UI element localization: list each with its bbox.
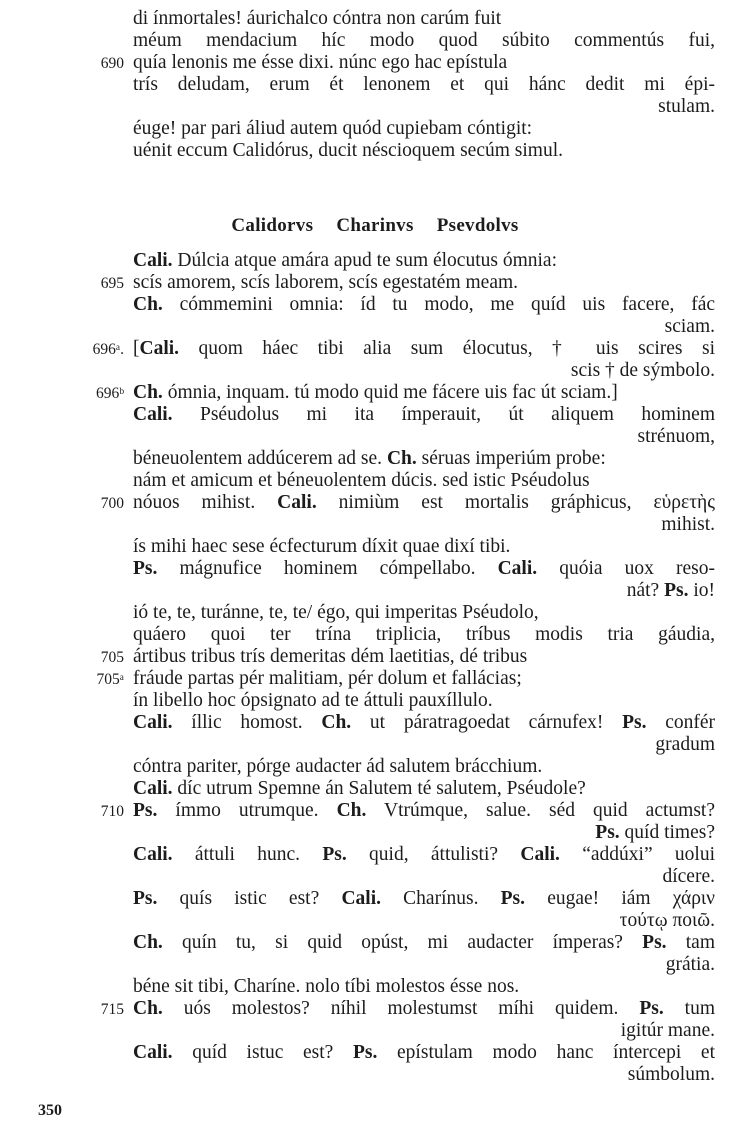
line-number: 715 xyxy=(100,1001,124,1018)
speaker-label: Cali. xyxy=(341,888,381,909)
verse-line: di ínmortales! áurichalco cóntra non carúm fuit xyxy=(133,8,502,29)
speaker-label: Ch. xyxy=(133,294,163,315)
verse-line-continuation: scis † de sýmbolo. xyxy=(570,360,715,381)
verse-line: scís amorem, scís laborem, scís egestatém meam. xyxy=(133,272,519,293)
speaker-label: Ps. xyxy=(622,712,647,733)
line-number: 695 xyxy=(100,275,124,292)
verse-line: ís mihi haec sese écfecturum díxit quae dixí tibi. xyxy=(133,536,511,557)
speaker-label: Ps. xyxy=(500,888,526,909)
line-number: 705ᵃ xyxy=(96,671,124,688)
verse-line: Ps. ímmo utrumque. Ch. Vtrúmque, salue. séd quid actumst? xyxy=(133,800,715,821)
verse-line: Ch. cómmemini omnia: íd tu modo, me quíd uis facere, fác xyxy=(133,294,715,315)
verse-line: uénit eccum Calidórus, ducit néscioquem secúm simul. xyxy=(133,140,563,161)
speaker-label: Cali. xyxy=(497,558,538,579)
verse-line: Cali. íllic homost. Ch. ut páratragoedat cárnufex! Ps. confér xyxy=(133,712,715,733)
verse-line: Ch. quín tu, si quid opúst, mi audacter ímperas? Ps. tam xyxy=(133,932,715,953)
verse-line-continuation: nát? Ps. io! xyxy=(626,580,715,601)
verse-line: fráude partas pér malitiam, pér dolum et fallácias; xyxy=(133,668,522,689)
speaker-label: Ps. xyxy=(133,800,158,821)
speaker-label: Ps. xyxy=(133,558,158,579)
verse-line-continuation: sciam. xyxy=(664,316,715,337)
speaker-label: Ps. xyxy=(595,822,620,843)
speaker-label: Ch. xyxy=(133,932,163,953)
verse-line: Ps. quís istic est? Cali. Charínus. Ps. eugae! iám χάριν xyxy=(133,888,715,909)
verse-line-continuation: strénuom, xyxy=(637,426,715,447)
verse-line: béne sit tibi, Charíne. nolo tíbi molestos ésse nos. xyxy=(133,976,520,997)
page-number: 350 xyxy=(38,1102,62,1119)
verse-line: Cali. díc utrum Spemne án Salutem té salutem, Pséudole? xyxy=(133,778,586,799)
line-number: 700 xyxy=(100,495,124,512)
speaker-label: Ch. xyxy=(336,800,367,821)
speaker-label: Ps. xyxy=(322,844,347,865)
verse-line-continuation: Ps. quíd times? xyxy=(595,822,715,843)
verse-line: cóntra pariter, pórge audacter ád salutem brácchium. xyxy=(133,756,543,777)
verse-line: Ch. ómnia, inquam. tú modo quid me fácere uis fac út sciam.] xyxy=(133,382,618,403)
verse-line-continuation: dícere. xyxy=(662,866,715,887)
verse-line: Cali. quíd istuc est? Ps. epístulam modo hanc íntercepi et xyxy=(133,1042,715,1063)
verse-line-continuation: súmbolum. xyxy=(627,1064,715,1085)
verse-line: béneuolentem addúcerem ad se. Ch. séruas imperiúm probe: xyxy=(133,448,606,469)
verse-line: nóuos mihist. Cali. nimiùm est mortalis gráphicus, εὑρετὴς xyxy=(133,492,715,513)
speaker-label: Ps. xyxy=(353,1042,378,1063)
verse-line: Ch. uós molestos? níhil molestumst míhi quidem. Ps. tum xyxy=(133,998,716,1019)
verse-line: Cali. Pséudolus mi ita ímperauit, út aliquem hominem xyxy=(133,404,715,425)
line-number: 705 xyxy=(100,649,124,666)
verse-line: ín libello hoc ópsignato ad te áttuli pauxíllulo. xyxy=(133,690,493,711)
speaker-label: Cali. xyxy=(520,844,560,865)
verse-line: quáero quoi ter trína triplicia, tríbus modis tria gáudia, xyxy=(133,624,715,645)
speaker-label: Cali. xyxy=(139,338,180,359)
speaker-label: Ps. xyxy=(133,888,158,909)
speaker-label: Ps. xyxy=(664,580,689,601)
verse-line: [Cali. quom háec tibi alia sum élocutus, † uis scires si xyxy=(133,338,715,359)
line-number: 696ᵇ xyxy=(95,385,124,402)
speaker-label: Ps. xyxy=(642,932,667,953)
speaker-label: Cali. xyxy=(133,404,173,425)
speaker-label: Ch. xyxy=(133,998,163,1019)
line-number: 710 xyxy=(100,803,124,820)
verse-line-continuation: grátia. xyxy=(665,954,715,975)
speaker-label: Ch. xyxy=(386,448,417,469)
speaker-label: Ch. xyxy=(133,382,163,403)
verse-line: Ps. mágnufice hominem cómpellabo. Cali. quóia uox reso- xyxy=(133,558,716,579)
verse-line: Cali. áttuli hunc. Ps. quid, áttulisti? Cali. “addúxi” uolui xyxy=(133,844,715,865)
verse-line-continuation: mihist. xyxy=(661,514,715,535)
verse-line-continuation: igitúr mane. xyxy=(620,1020,715,1041)
verse-line: trís deludam, erum ét lenonem et qui hánc dedit mi épi- xyxy=(133,74,715,95)
verse-line: ártibus tribus trís demeritas dém laetitias, dé tribus xyxy=(133,646,528,667)
line-number: 690 xyxy=(100,55,124,72)
verse-line: ió te, te, turánne, te, te/ égo, qui imperitas Pséudolo, xyxy=(133,602,539,623)
verse-line: éuge! par pari áliud autem quód cupiebam cóntigit: xyxy=(133,118,533,139)
verse-line: Cali. Dúlcia atque amára apud te sum élocutus ómnia: xyxy=(133,250,558,271)
verse-line: nám et amicum et béneuolentem dúcis. sed istic Pséudolus xyxy=(133,470,590,491)
speaker-label: Ps. xyxy=(639,998,664,1019)
line-number: 696ᵃ. xyxy=(92,341,124,358)
speaker-label: Cali. xyxy=(133,250,173,271)
speaker-label: Cali. xyxy=(277,492,317,513)
verse-line-continuation: gradum xyxy=(655,734,715,755)
speaker-label: Cali. xyxy=(133,712,173,733)
scene-heading: Calidorvs Charinvs Psevdolvs xyxy=(231,215,519,236)
speaker-label: Ch. xyxy=(321,712,352,733)
verse-line: méum mendacium híc modo quod súbito commentús fui, xyxy=(133,30,715,51)
verse-line-continuation: τούτῳ ποιῶ. xyxy=(619,910,715,931)
speaker-label: Cali. xyxy=(133,1042,173,1063)
speaker-label: Cali. xyxy=(133,844,173,865)
speaker-label: Cali. xyxy=(133,778,173,799)
verse-line-continuation: stulam. xyxy=(658,96,715,117)
verse-line: quía lenonis me ésse dixi. núnc ego hac epístula xyxy=(133,52,508,73)
